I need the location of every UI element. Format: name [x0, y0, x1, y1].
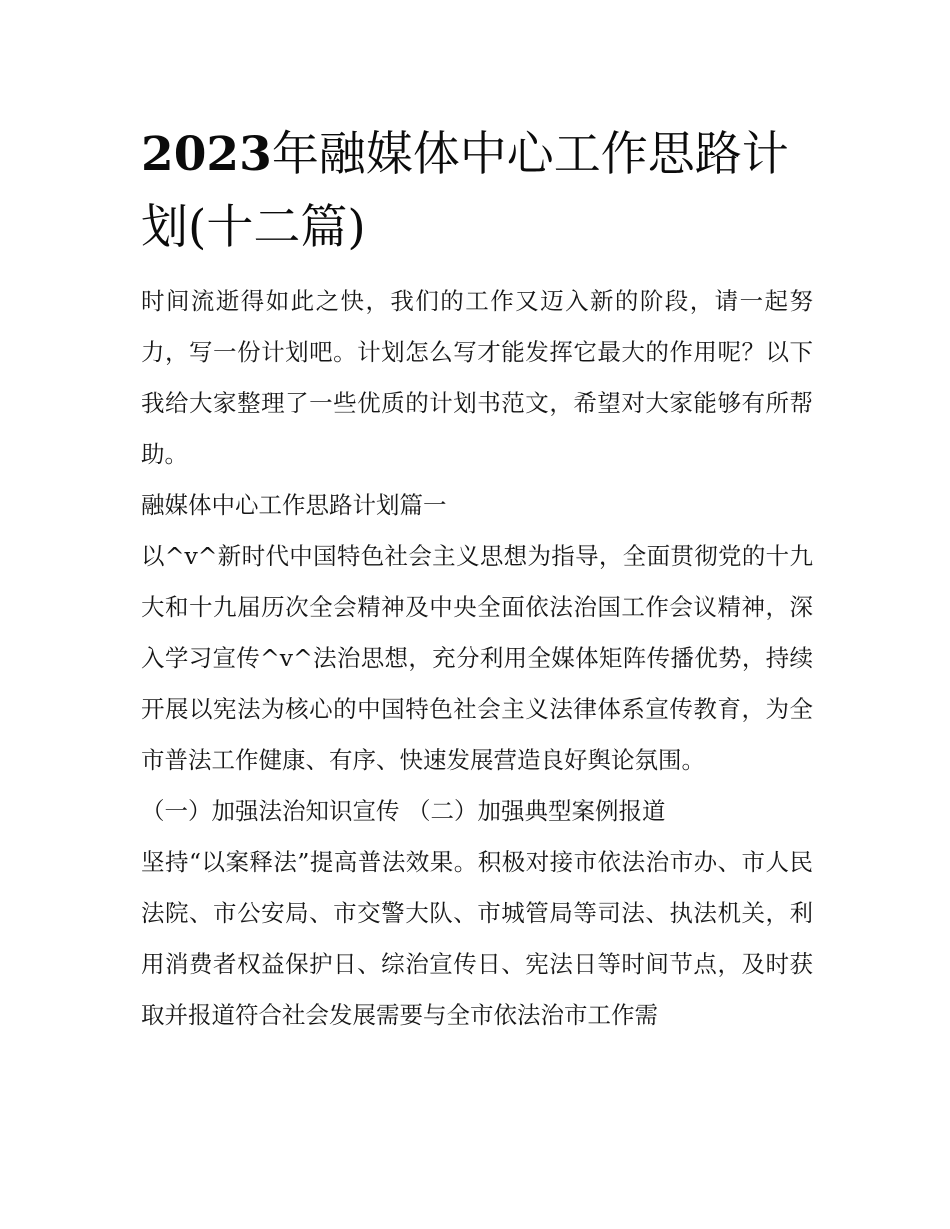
- body-paragraph-2: 坚持“以案释法”提高普法效果。积极对接市依法治市办、市人民法院、市公安局、市交警大队、市城管局等司法、执法机关，利用消费者权益保护日、综治宣传日、宪法日等时间节点，及时获取并报道符合社会发展需要与全市依法治市工作需: [141, 848, 813, 1029]
- document-content: [141, 118, 813, 1041]
- title-year: 2023: [141, 127, 272, 182]
- title-text: 年融媒体中心工作思路计划(十二篇): [141, 127, 789, 255]
- document-title: [141, 118, 813, 264]
- intro-paragraph: 时间流逝得如此之快，我们的工作又迈入新的阶段，请一起努力，写一份计划吧。计划怎么写才能发挥它最大的作用呢？以下我给大家整理了一些优质的计划书范文，希望对大家能够有所帮助。: [141, 287, 813, 468]
- section-heading-1: 融媒体中心工作思路计划篇一: [141, 491, 447, 519]
- body-paragraph-1: 以^v^新时代中国特色社会主义思想为指导，全面贯彻党的十九大和十九届历次全会精神及中央全面依法治国工作会议精神，深入学习宣传^v^法治思想，充分利用全媒体矩阵传播优势，持续开展以宪法为核心的中国特色社会主义法律体系宣传教育，为全市普法工作健康、有序、快速发展营造良好舆论氛围。: [141, 542, 813, 774]
- subsection-headings: （一）加强法治知识宣传 （二）加强典型案例报道: [141, 797, 666, 825]
